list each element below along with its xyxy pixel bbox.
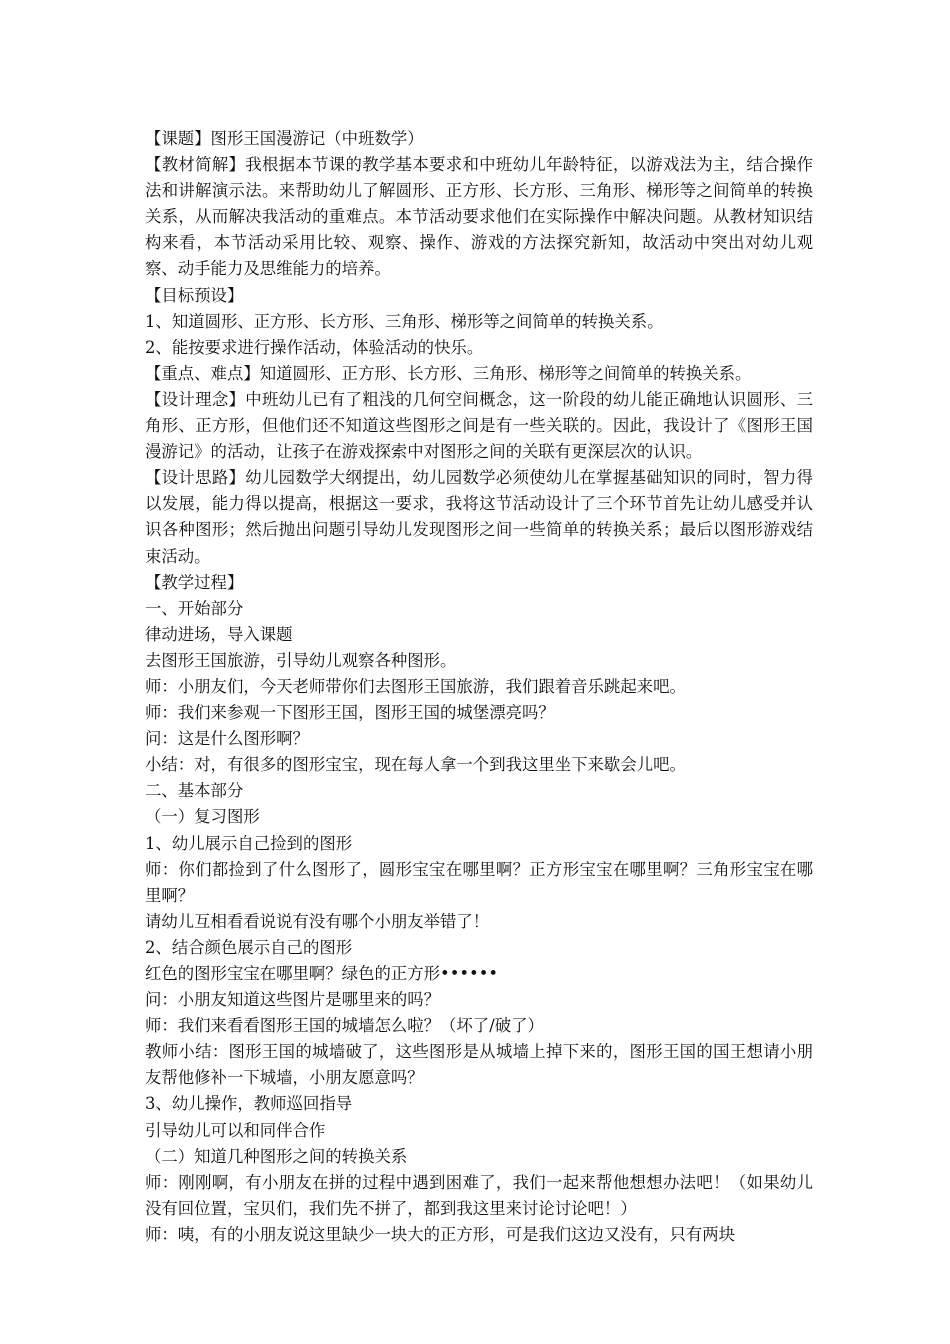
text-line: 红色的图形宝宝在哪里啊？绿色的正方形•••••• [145, 964, 499, 983]
text-line: 师：你们都捡到了什么图形了，圆形宝宝在哪里啊？正方形宝宝在哪里啊？三角形宝宝在哪里啊？ [145, 859, 813, 905]
text-line: 师：小朋友们，今天老师带你们去图形王国旅游，我们跟着音乐跳起来吧。 [145, 676, 686, 696]
subsection-heading: （一）复习图形 [145, 807, 260, 827]
text-line: 师：我们来看看图形王国的城墙怎么啦？（坏了/破了） [145, 1016, 544, 1036]
document-body [145, 126, 813, 1248]
text-line: 3、幼儿操作，教师巡回指导 [145, 1094, 353, 1114]
design-concept: 【设计理念】中班幼儿已有了粗浅的几何空间概念，这一阶段的幼儿能正确地认识圆形、三角形、正方形，但他们还不知道这些图形之间是有一些关联的。因此，我设计了《图形王国漫游记》的活动，让孩子在游戏探索中对图形之间的关联有更深层次的认识。 [145, 389, 813, 462]
lesson-title: 【课题】图形王国漫游记（中班数学） [145, 129, 424, 148]
goals-heading: 【目标预设】 [145, 285, 244, 305]
text-line: 去图形王国旅游，引导幼儿观察各种图形。 [145, 650, 457, 670]
text-line: 教师小结：图形王国的城墙破了，这些图形是从城墙上掉下来的，图形王国的国王想请小朋友帮他修补一下城墙，小朋友愿意吗？ [145, 1042, 813, 1088]
subsection-heading: （二）知道几种图形之间的转换关系 [145, 1146, 408, 1166]
design-approach: 【设计思路】幼儿园数学大纲提出，幼儿园数学必须使幼儿在掌握基础知识的同时，智力得以发展，能力得以提高，根据这一要求，我将这节活动设计了三个环节首先让幼儿感受并认识各种图形；然后抛出问题引导幼儿发现图形之间一些简单的转换关系；最后以图形游戏结束活动。 [145, 468, 813, 566]
text-line: 师：刚刚啊，有小朋友在拼的过程中遇到困难了，我们一起来帮他想想办法吧！（如果幼儿没有回位置，宝贝们，我们先不拼了，都到我这里来讨论讨论吧！） [145, 1172, 813, 1218]
text-line: 问：小朋友知道这些图片是哪里来的吗？ [145, 990, 441, 1010]
section-heading: 二、基本部分 [145, 781, 244, 801]
material-summary: 【教材简解】我根据本节课的教学基本要求和中班幼儿年龄特征，以游戏法为主，结合操作法和讲解演示法。来帮助幼儿了解圆形、正方形、长方形、三角形、梯形等之间简单的转换关系，从而解决我活动的重难点。本节活动要求他们在实际操作中解决问题。从教材知识结构来看，本节活动采用比较、观察、操作、游戏的方法探究新知，故活动中突出对幼儿观察、动手能力及思维能力的培养。 [145, 155, 813, 279]
section-heading: 一、开始部分 [145, 598, 244, 618]
process-heading: 【教学过程】 [145, 572, 244, 592]
text-line: 小结：对，有很多的图形宝宝，现在每人拿一个到我这里坐下来歇会儿吧。 [145, 755, 686, 775]
text-line: 师：咦，有的小朋友说这里缺少一块大的正方形，可是我们这边又没有，只有两块 [145, 1224, 736, 1244]
key-points: 【重点、难点】知道圆形、正方形、长方形、三角形、梯形等之间简单的转换关系。 [145, 363, 752, 383]
text-line: 引导幼儿可以和同伴合作 [145, 1120, 326, 1140]
goal-item: 2、能按要求进行操作活动，体验活动的快乐。 [145, 337, 484, 357]
text-line: 师：我们来参观一下图形王国，图形王国的城堡漂亮吗？ [145, 703, 555, 723]
text-line: 律动进场，导入课题 [145, 624, 293, 644]
text-line: 问：这是什么图形啊？ [145, 729, 309, 749]
text-line: 2、结合颜色展示自己的图形 [145, 937, 353, 957]
text-line: 请幼儿互相看看说说有没有哪个小朋友举错了！ [145, 911, 490, 931]
text-line: 1、幼儿展示自己捡到的图形 [145, 833, 353, 853]
goal-item: 1、知道圆形、正方形、长方形、三角形、梯形等之间简单的转换关系。 [145, 311, 664, 331]
